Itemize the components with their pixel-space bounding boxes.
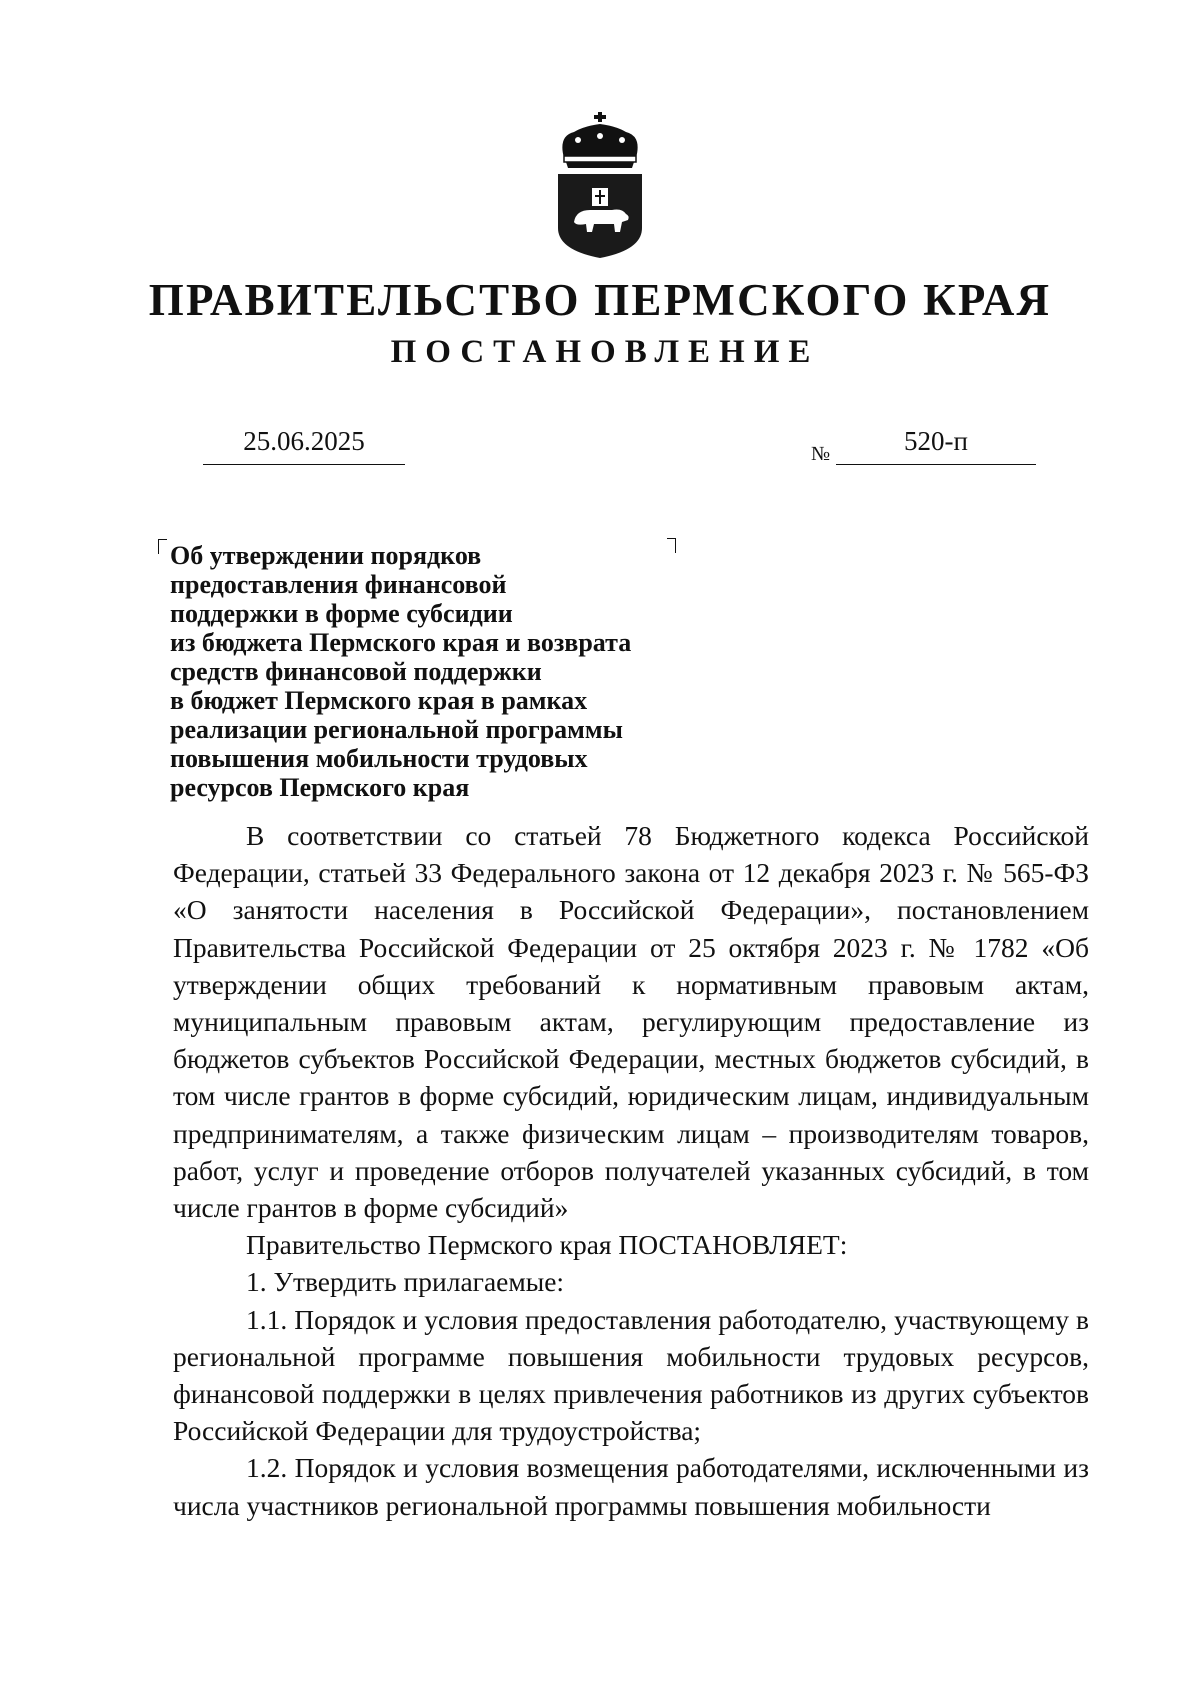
subject-corner-left	[158, 539, 167, 554]
resolution-paragraph: Правительство Пермского края ПОСТАНОВЛЯЕТ:	[246, 1229, 848, 1261]
item-1-1-paragraph: 1.1. Порядок и условия предоставления работодателю, участвующему в региональной программе повышения мобильности трудовых ресурсов, финансовой поддержки в целях привлечения работников из других субъектов Российской Федерации для трудоустройства;	[173, 1303, 1089, 1447]
subject-line: повышения мобильности трудовых	[170, 744, 588, 773]
document-body	[173, 817, 1089, 1524]
document-date: 25.06.2025	[243, 426, 365, 456]
document-subject	[170, 541, 690, 802]
item-1-2-paragraph: 1.2. Порядок и условия возмещения работодателями, исключенными из числа участников региональной программы повышения мобильности	[173, 1452, 1089, 1521]
subject-line: средств финансовой поддержки	[170, 657, 542, 686]
document-number: 520-п	[904, 426, 968, 456]
subject-line: предоставления финансовой	[170, 570, 507, 599]
subject-line: в бюджет Пермского края в рамках	[170, 686, 588, 715]
number-sign: №	[811, 443, 831, 465]
preamble-paragraph: В соответствии со статьей 78 Бюджетного кодекса Российской Федерации, статьей 33 Федерального закона от 12 декабря 2023 г. № 565-ФЗ «О занятости населения в Российской Федерации», постановлением Правительства Российской Федерации от 25 октября 2023 г. № 1782 «Об утверждении общих требований к нормативным правовым актам, муниципальным правовым актам, регулирующим предоставление из бюджетов субъектов Российской Федерации, местных бюджетов субсидий, в том числе грантов в форме субсидий, юридическим лицам, индивидуальным предпринимателям, а также физическим лицам – производителям товаров, работ, услуг и проведение отборов получателей указанных субсидий, в том числе грантов в форме субсидий»	[173, 820, 1089, 1224]
date-field	[203, 424, 405, 465]
number-field	[836, 424, 1036, 465]
document-type-title: ПОСТАНОВЛЕНИЕ	[390, 334, 820, 370]
subject-line: ресурсов Пермского края	[170, 773, 470, 802]
subject-line: реализации региональной программы	[170, 715, 623, 744]
item-1-paragraph: 1. Утвердить прилагаемые:	[246, 1266, 565, 1298]
subject-line: из бюджета Пермского края и возврата	[170, 628, 632, 657]
subject-line: Об утверждении порядков	[170, 541, 482, 570]
organization-title: ПРАВИТЕЛЬСТВО ПЕРМСКОГО КРАЯ	[148, 275, 1052, 325]
subject-line: поддержки в форме субсидии	[170, 599, 513, 628]
perm-krai-coat-of-arms-icon	[554, 110, 646, 260]
